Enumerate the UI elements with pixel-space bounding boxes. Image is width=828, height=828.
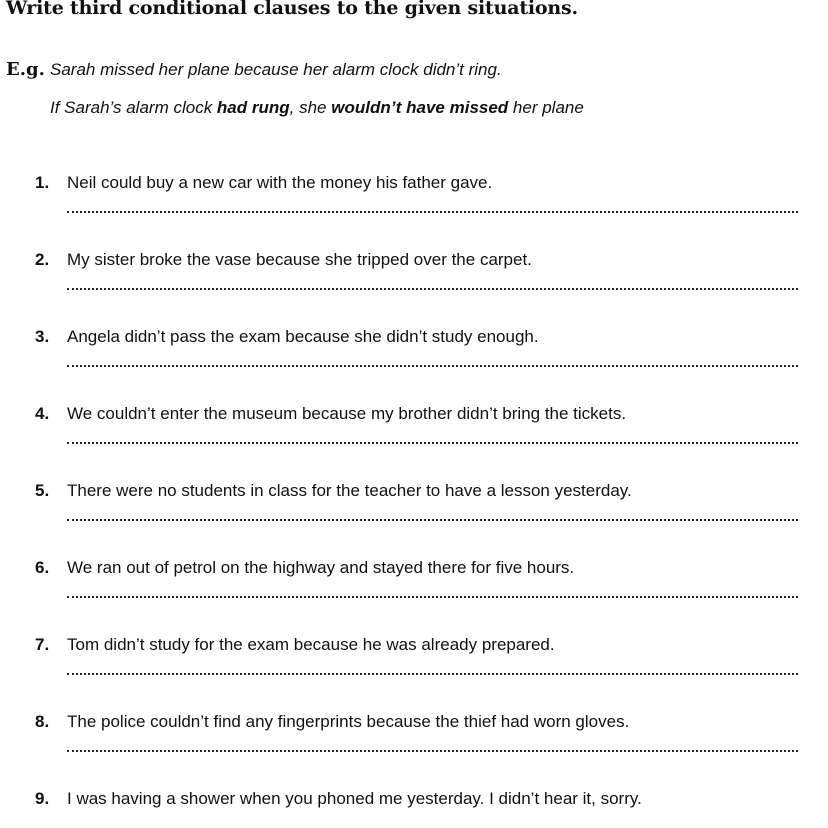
- item-prompt: I was having a shower when you phoned me yesterday. I didn’t hear it, sorry.: [67, 789, 642, 808]
- item-prompt: Angela didn’t pass the exam because she didn’t study enough.: [67, 327, 539, 346]
- exercise-item-5: [0, 479, 828, 556]
- item-prompt: The police couldn’t find any fingerprints because the thief had worn gloves.: [67, 712, 630, 731]
- exercise-item-3: [0, 325, 828, 402]
- answer-line[interactable]: [67, 365, 798, 367]
- exercise-item-6: [0, 556, 828, 633]
- example-situation: Sarah missed her plane because her alarm clock didn’t ring.: [50, 60, 502, 79]
- example-answer-end: her plane: [508, 98, 584, 117]
- item-prompt: Neil could buy a new car with the money his father gave.: [67, 173, 493, 192]
- item-prompt: Tom didn’t study for the exam because he was already prepared.: [67, 635, 555, 654]
- exercise-item-8: [0, 710, 828, 787]
- exercise-item-2: [0, 248, 828, 325]
- item-number: 4.: [35, 404, 50, 423]
- example-answer-start: If Sarah’s alarm clock: [50, 98, 217, 117]
- item-prompt: There were no students in class for the teacher to have a lesson yesterday.: [67, 481, 632, 500]
- item-prompt: We ran out of petrol on the highway and stayed there for five hours.: [67, 558, 575, 577]
- example-label: E.g.: [6, 59, 45, 80]
- item-number: 2.: [35, 250, 50, 269]
- example-answer: [50, 96, 584, 120]
- answer-line[interactable]: [67, 519, 798, 521]
- answer-line[interactable]: [67, 750, 798, 752]
- item-number: 1.: [35, 173, 50, 192]
- item-number: 5.: [35, 481, 50, 500]
- item-number: 9.: [35, 789, 50, 808]
- example-answer-middle: , she: [289, 98, 332, 117]
- item-number: 8.: [35, 712, 50, 731]
- item-prompt: My sister broke the vase because she tripped over the carpet.: [67, 250, 532, 269]
- exercise-item-4: [0, 402, 828, 479]
- item-number: 3.: [35, 327, 50, 346]
- answer-line[interactable]: [67, 211, 798, 213]
- item-number: 7.: [35, 635, 50, 654]
- answer-line[interactable]: [67, 596, 798, 598]
- worksheet-heading: Write third conditional clauses to the given situations.: [6, 0, 578, 19]
- answer-line[interactable]: [67, 673, 798, 675]
- item-prompt: We couldn’t enter the museum because my brother didn’t bring the tickets.: [67, 404, 627, 423]
- answer-line[interactable]: [67, 442, 798, 444]
- exercise-item-9: [0, 787, 828, 828]
- exercise-item-1: [0, 171, 828, 248]
- answer-line[interactable]: [67, 288, 798, 290]
- item-number: 6.: [35, 558, 50, 577]
- example-answer-second-verb: wouldn’t have missed: [331, 98, 509, 117]
- exercise-item-7: [0, 633, 828, 710]
- example-answer-first-verb: had rung: [216, 98, 290, 117]
